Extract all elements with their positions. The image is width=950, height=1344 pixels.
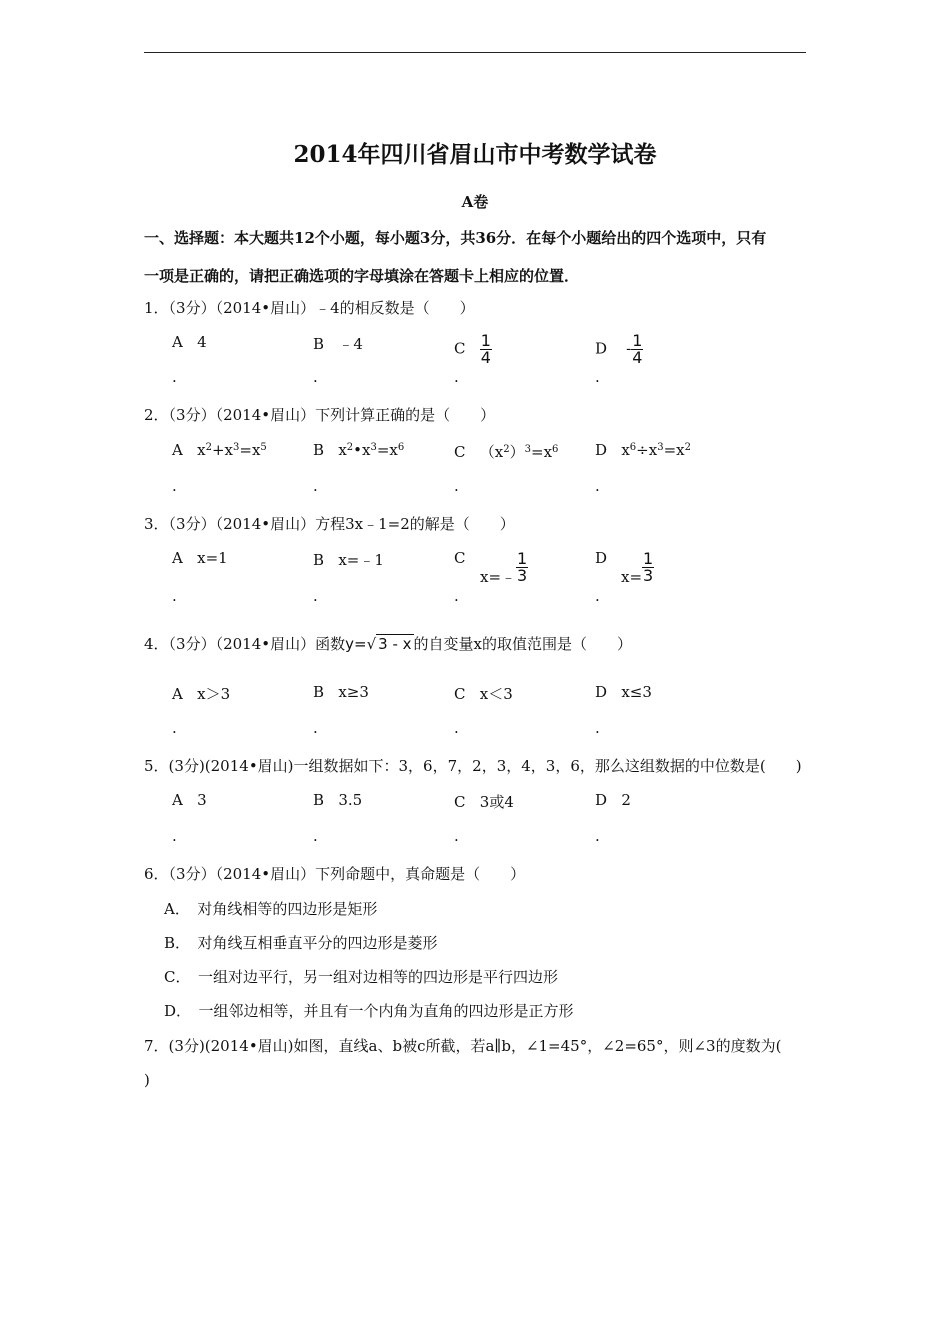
question-2-stem: 2．（3分）（2014•眉山）下列计算正确的是（ ） xyxy=(144,406,496,424)
q6-option-b: B． 对角线互相垂直平分的四边形是菱形 xyxy=(164,934,438,952)
q5-option-d: D 2 xyxy=(595,791,631,809)
q3-option-c-label: C xyxy=(454,549,466,567)
q3-option-d-label: D xyxy=(595,549,608,567)
q2-d-dot: . xyxy=(595,477,600,495)
question-7-stem-cont: ) xyxy=(144,1071,150,1089)
q5-option-b: B 3.5 xyxy=(313,791,363,809)
fraction: $\frac{1}{4}$ xyxy=(480,331,491,367)
q1-option-b: B ﹣4 xyxy=(313,335,363,353)
q3-a-dot: . xyxy=(172,587,177,605)
q2-a-dot: . xyxy=(172,477,177,495)
q4-option-b: B x≥3 xyxy=(313,683,369,701)
q4-a-dot: . xyxy=(172,719,177,737)
q1-option-c: C $\frac{1}{4}$ xyxy=(454,331,491,367)
q1-d-dot: . xyxy=(595,368,600,386)
section-instructions-1: 一、选择题：本大题共12个小题，每小题3分，共36分．在每个小题给出的四个选项中，只有 xyxy=(144,229,767,247)
q3-option-a: A x=1 xyxy=(172,549,228,567)
fraction: $\frac{1}{3}$ xyxy=(517,549,528,585)
q5-c-dot: . xyxy=(454,827,459,845)
q6-option-c: C． 一组对边平行，另一组对边相等的四边形是平行四边形 xyxy=(164,968,558,986)
fraction: $\frac{1}{3}$ xyxy=(643,549,654,585)
q5-option-c: C 3或4 xyxy=(454,793,514,811)
question-3-stem: 3．（3分）（2014•眉山）方程3x﹣1=2的解是（ ） xyxy=(144,515,515,533)
question-1-stem: 1．（3分）（2014•眉山）﹣4的相反数是（ ） xyxy=(144,299,475,317)
q5-option-a: A 3 xyxy=(172,791,207,809)
q3-option-d: x= $\frac{1}{3}$ xyxy=(621,549,654,586)
q1-option-d: D - $\frac{1}{4}$ xyxy=(595,331,643,367)
q2-option-b: B $x^2•x^3=x^6$ xyxy=(313,441,405,459)
q1-a-dot: . xyxy=(172,368,177,386)
q2-option-a: A $x^2+x^3=x^5$ xyxy=(172,441,267,459)
q1-b-dot: . xyxy=(313,368,318,386)
q4-c-dot: . xyxy=(454,719,459,737)
sqrt-expression: y=√ 3 - x xyxy=(345,635,412,653)
q2-option-c: C $(x^2)^3=x^6$ xyxy=(454,443,559,461)
q1-c-dot: . xyxy=(454,368,459,386)
q3-b-dot: . xyxy=(313,587,318,605)
q3-option-b: B x=﹣1 xyxy=(313,551,384,569)
q4-option-c: C x＜3 xyxy=(454,685,513,703)
q3-c-dot: . xyxy=(454,587,459,605)
q1-option-a: A 4 xyxy=(172,333,207,351)
question-6-stem: 6．（3分）（2014•眉山）下列命题中，真命题是（ ） xyxy=(144,865,526,883)
question-7-stem: 7．(3分)(2014•眉山)如图，直线a、b被c所截，若a∥b，∠1=45°，∠2=65°，则∠3的度数为( xyxy=(144,1037,782,1055)
q5-b-dot: . xyxy=(313,827,318,845)
page-title: 2014年四川省眉山市中考数学试卷 xyxy=(293,141,657,168)
q6-option-d: D． 一组邻边相等，并且有一个内角为直角的四边形是正方形 xyxy=(164,1002,574,1020)
q4-option-d: D x≤3 xyxy=(595,683,652,701)
q5-a-dot: . xyxy=(172,827,177,845)
q2-option-d: D $x^6\div x^3=x^2$ xyxy=(595,441,691,459)
question-4-stem: 4．（3分）（2014•眉山）函数y=√ 3 - x 的自变量x的取值范围是（ ） xyxy=(144,635,632,653)
q4-option-a: A x＞3 xyxy=(172,685,231,703)
q3-option-c: x=﹣ $\frac{1}{3}$ xyxy=(480,549,528,586)
q4-d-dot: . xyxy=(595,719,600,737)
section-instructions-2: 一项是正确的，请把正确选项的字母填涂在答题卡上相应的位置． xyxy=(144,267,580,285)
q6-option-a: A． 对角线相等的四边形是矩形 xyxy=(164,900,378,918)
q2-b-dot: . xyxy=(313,477,318,495)
q2-c-dot: . xyxy=(454,477,459,495)
q5-d-dot: . xyxy=(595,827,600,845)
section-subtitle: A卷 xyxy=(461,193,489,211)
fraction: $\frac{1}{4}$ xyxy=(632,331,643,367)
header-rule xyxy=(144,52,806,53)
q4-b-dot: . xyxy=(313,719,318,737)
q3-d-dot: . xyxy=(595,587,600,605)
question-5-stem: 5．(3分)(2014•眉山)一组数据如下：3，6，7，2，3，4，3，6，那么这组数据的中位数是( ) xyxy=(144,757,802,775)
